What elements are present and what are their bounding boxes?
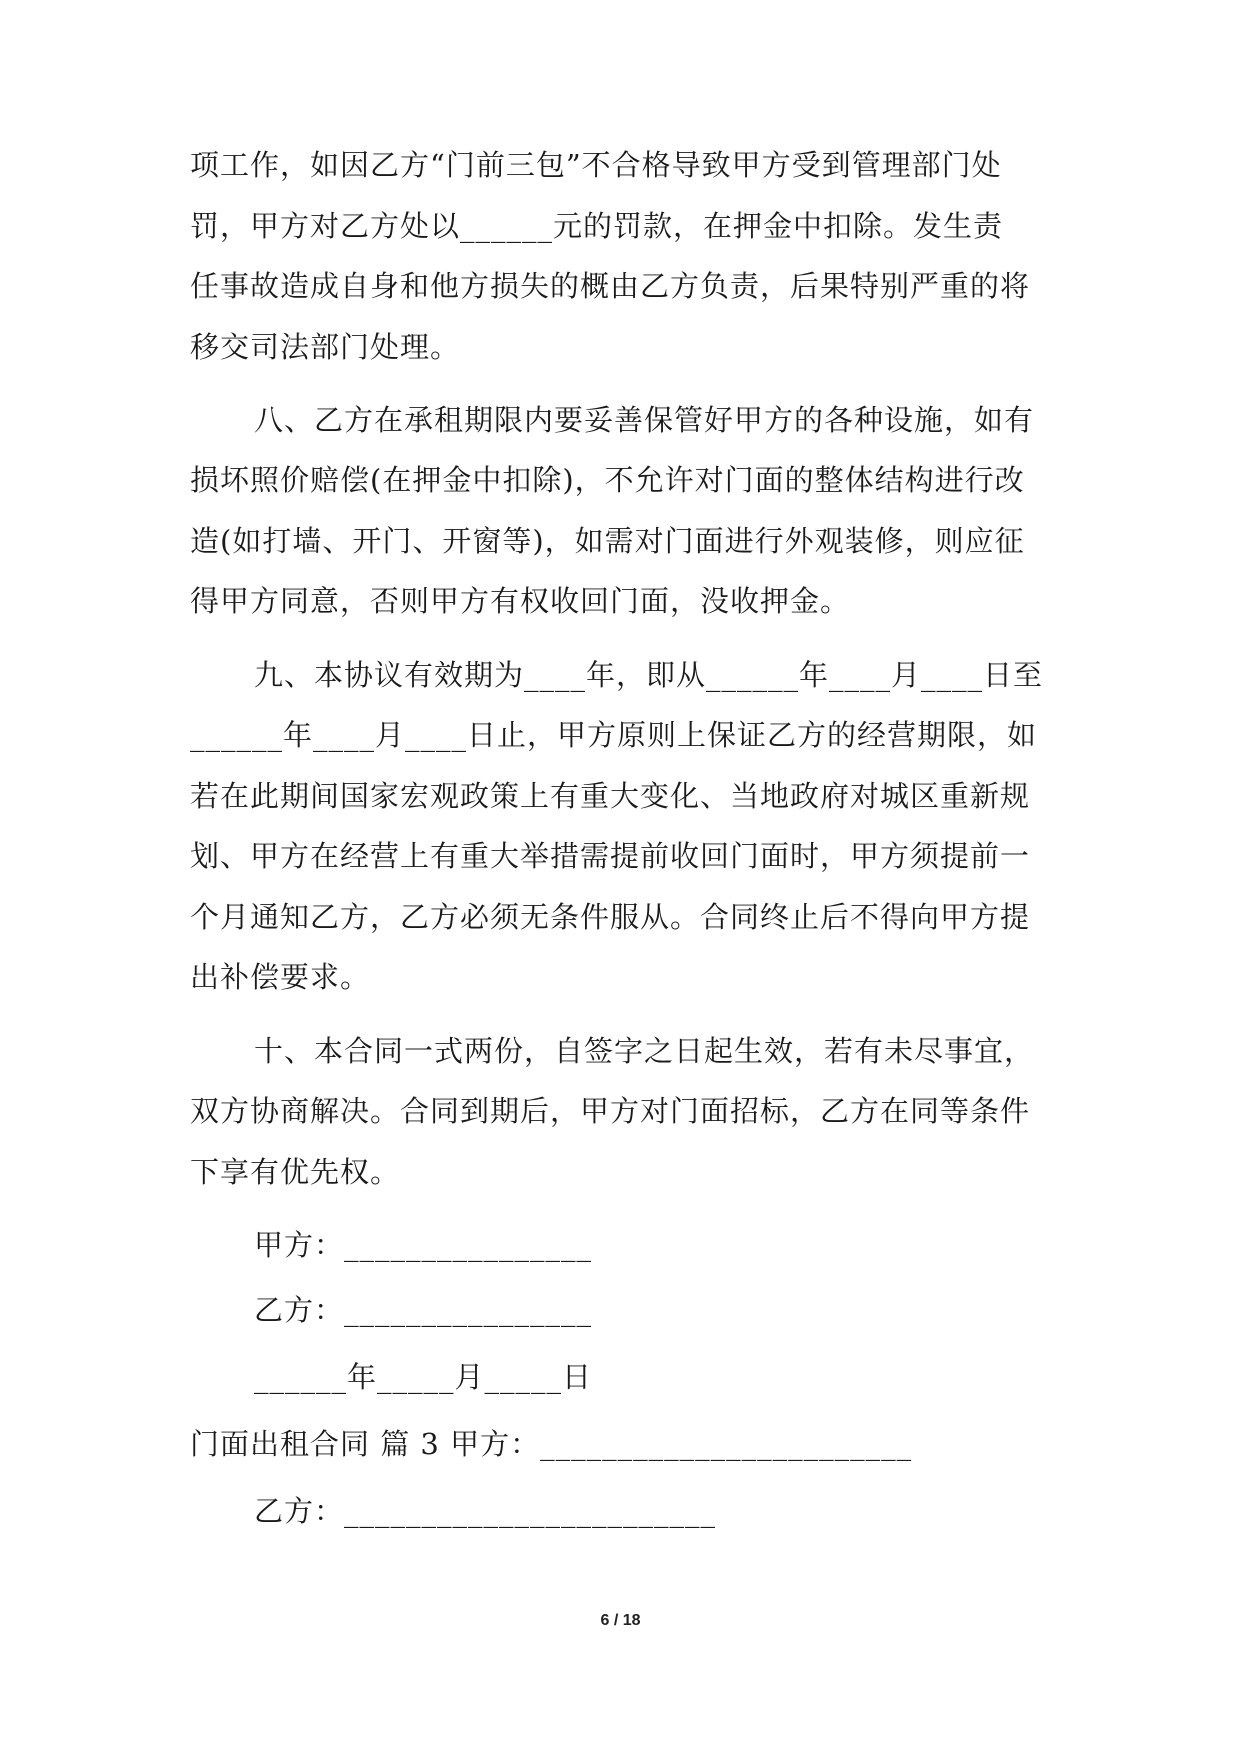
paragraph-line: 个月通知乙方，乙方必须无条件服从。合同终止后不得向甲方提: [190, 900, 1031, 934]
paragraph-line: 下享有优先权。: [190, 1155, 401, 1189]
paragraph-line: ______年____月____日止，甲方原则上保证乙方的经营期限，如: [190, 718, 1038, 752]
paragraph-line: 双方协商解决。合同到期后，甲方对门面招标，乙方在同等条件: [190, 1094, 1031, 1128]
paragraph-line: 出补偿要求。: [190, 960, 371, 994]
clause-10-line: 十、本合同一式两份，自签字之日起生效，若有未尽事宜，: [254, 1034, 1035, 1068]
paragraph-line: 罚，甲方对乙方处以______元的罚款，在押金中扣除。发生责: [190, 209, 1004, 243]
paragraph-line: 任事故造成自身和他方损失的概由乙方负责，后果特别严重的将: [190, 269, 1031, 303]
party-b-line: 乙方：________________________: [254, 1494, 717, 1528]
page-number: 6 / 18: [600, 1612, 641, 1629]
party-b-signature-line: 乙方：________________: [254, 1293, 593, 1327]
paragraph-line: 项工作，如因乙方“门前三包”不合格导致甲方受到管理部门处: [190, 148, 1002, 182]
paragraph-line: 若在此期间国家宏观政策上有重大变化、当地政府对城区重新规: [190, 779, 1031, 813]
date-line: ______年_____月_____日: [254, 1360, 593, 1394]
clause-9-line: 九、本协议有效期为____年，即从______年____月____日至: [254, 658, 1044, 692]
paragraph-line: 得甲方同意，否则甲方有权收回门面，没收押金。: [190, 584, 851, 618]
paragraph-line: 划、甲方在经营上有重大举措需提前收回门面时，甲方须提前一: [190, 839, 1031, 873]
clause-8-line: 八、乙方在承租期限内要妥善保管好甲方的各种设施，如有: [254, 403, 1035, 437]
party-a-signature-line: 甲方：________________: [254, 1228, 593, 1262]
paragraph-line: 移交司法部门处理。: [190, 330, 461, 364]
contract-3-heading-line: 门面出租合同 篇 3 甲方：________________________: [190, 1427, 913, 1461]
paragraph-line: 损坏照价赔偿(在押金中扣除)，不允许对门面的整体结构进行改: [190, 463, 1025, 497]
paragraph-line: 造(如打墙、开门、开窗等)，如需对门面进行外观装修，则应征: [190, 524, 1025, 558]
